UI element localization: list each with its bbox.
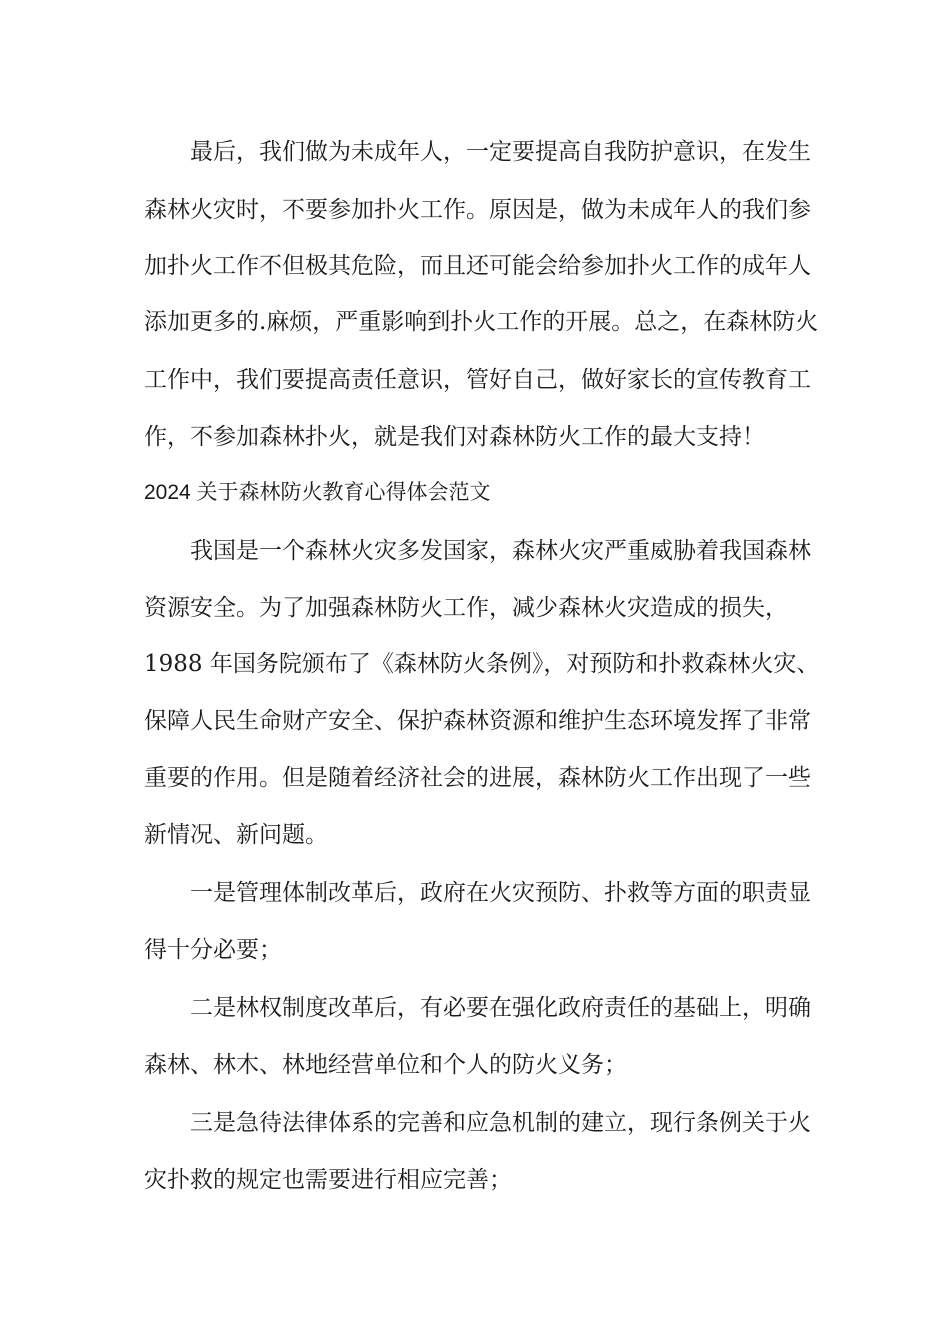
paragraph-line: 森林火灾时，不要参加扑火工作。原因是，做为未成年人的我们参 <box>144 197 811 223</box>
paragraph-line: 1988 年国务院颁布了《森林防火条例》，对预防和扑救森林火灾、 <box>144 651 820 677</box>
paragraph-line: 新情况、新问题。 <box>144 822 328 848</box>
paragraph-line: 最后，我们做为未成年人，一定要提高自我防护意识，在发生 <box>190 139 811 165</box>
paragraph-line: 三是急待法律体系的完善和应急机制的建立，现行条例关于火 <box>190 1110 811 1136</box>
paragraph-line: 资源安全。为了加强森林防火工作，减少森林火灾造成的损失， <box>144 595 788 621</box>
paragraph-line: 添加更多的.麻烦，严重影响到扑火工作的开展。总之，在森林防火 <box>144 309 819 335</box>
paragraph-line: 保障人民生命财产安全、保护森林资源和维护生态环境发挥了非常 <box>144 708 811 734</box>
paragraph-line: 一是管理体制改革后，政府在火灾预防、扑救等方面的职责显 <box>190 880 811 906</box>
paragraph-line: 重要的作用。但是随着经济社会的进展，森林防火工作出现了一些 <box>144 765 811 791</box>
section-heading: 2024 关于森林防火教育心得体会范文 <box>144 481 491 504</box>
paragraph-line: 二是林权制度改革后，有必要在强化政府责任的基础上，明确 <box>190 995 811 1021</box>
paragraph-line: 工作中，我们要提高责任意识，管好自己，做好家长的宣传教育工 <box>144 367 811 393</box>
paragraph-line: 我国是一个森林火灾多发国家，森林火灾严重威胁着我国森林 <box>190 538 811 564</box>
paragraph-line: 作，不参加森林扑火，就是我们对森林防火工作的最大支持！ <box>144 424 765 450</box>
paragraph-line: 灾扑救的规定也需要进行相应完善； <box>144 1167 512 1193</box>
paragraph-line: 得十分必要； <box>144 937 282 963</box>
paragraph-line: 森林、林木、林地经营单位和个人的防火义务； <box>144 1052 627 1078</box>
paragraph-line: 加扑火工作不但极其危险，而且还可能会给参加扑火工作的成年人 <box>144 253 811 279</box>
